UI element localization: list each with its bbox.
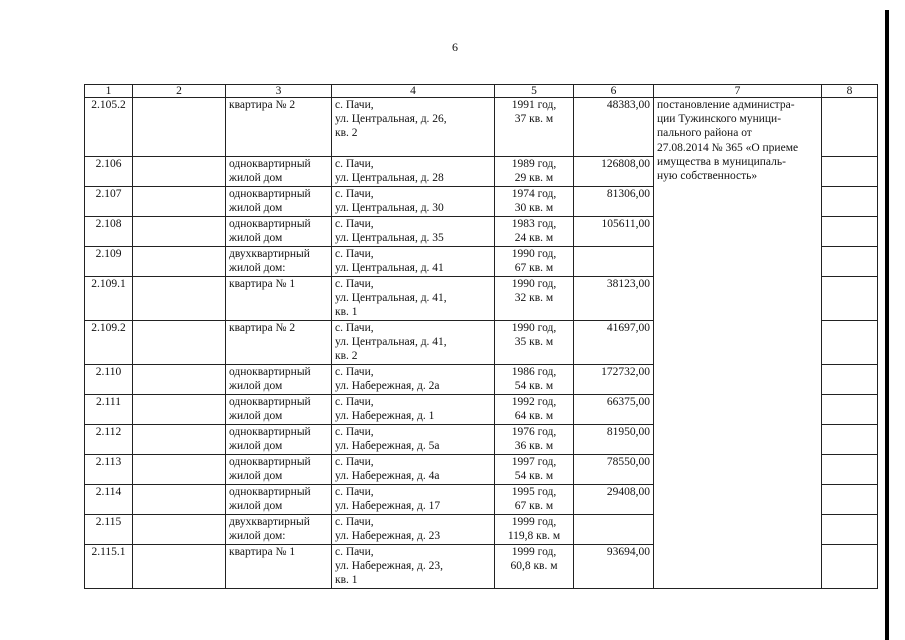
year-area (495, 98, 574, 157)
address-line: с. Пачи, (335, 366, 374, 378)
row-number: 2.115 (85, 515, 133, 545)
book-value: 78550,00 (574, 455, 654, 485)
address-line: с. Пачи, (335, 516, 374, 528)
object-type-line: одноквартирный (229, 396, 311, 408)
cell-col-2 (133, 425, 226, 455)
table-row (85, 98, 878, 157)
object-address (332, 395, 495, 425)
object-type-line: одноквартирный (229, 486, 311, 498)
object-type-line: жилой дом (229, 410, 283, 422)
object-type (226, 187, 332, 217)
cell-col-8 (822, 485, 878, 515)
book-value: 172732,00 (574, 365, 654, 395)
address-line: ул. Центральная, д. 41 (335, 262, 444, 274)
row-number: 2.111 (85, 395, 133, 425)
row-number: 2.115.1 (85, 545, 133, 589)
object-type-line: одноквартирный (229, 158, 311, 170)
cell-col-2 (133, 247, 226, 277)
header-col-5: 5 (495, 85, 574, 98)
year-area-line: 1995 год, (511, 486, 557, 498)
basis-line: имущества в муниципаль- (657, 155, 786, 168)
address-line: с. Пачи, (335, 426, 374, 438)
book-value: 38123,00 (574, 277, 654, 321)
row-number: 2.107 (85, 187, 133, 217)
object-address (332, 187, 495, 217)
book-value: 93694,00 (574, 545, 654, 589)
row-number: 2.109.1 (85, 277, 133, 321)
year-area (495, 545, 574, 589)
row-number: 2.113 (85, 455, 133, 485)
year-area-line: 1991 год, (511, 99, 557, 111)
cell-col-8 (822, 321, 878, 365)
address-line: с. Пачи, (335, 218, 374, 230)
book-value: 105611,00 (574, 217, 654, 247)
cell-col-2 (133, 485, 226, 515)
year-area-line: 67 кв. м (514, 262, 554, 274)
year-area (495, 247, 574, 277)
basis-line: ную собственность» (657, 170, 758, 183)
object-address (332, 485, 495, 515)
header-col-7: 7 (654, 85, 822, 98)
basis-document (654, 98, 822, 589)
cell-col-2 (133, 395, 226, 425)
row-number: 2.106 (85, 157, 133, 187)
year-area-line: 1999 год, (511, 546, 557, 558)
year-area-line: 1999 год, (511, 516, 557, 528)
cell-col-8 (822, 217, 878, 247)
header-col-8: 8 (822, 85, 878, 98)
year-area (495, 455, 574, 485)
cell-col-2 (133, 515, 226, 545)
object-type-line: одноквартирный (229, 218, 311, 230)
year-area (495, 365, 574, 395)
object-type-line: одноквартирный (229, 426, 311, 438)
cell-col-8 (822, 395, 878, 425)
object-type-line: жилой дом (229, 440, 283, 452)
year-area (495, 515, 574, 545)
cell-col-8 (822, 365, 878, 395)
year-area-line: 1997 год, (511, 456, 557, 468)
basis-line: пального района от (657, 127, 752, 140)
cell-col-8 (822, 455, 878, 485)
address-line: ул. Набережная, д. 23 (335, 530, 441, 542)
object-type-line: жилой дом: (229, 262, 286, 274)
header-col-1: 1 (85, 85, 133, 98)
object-address (332, 425, 495, 455)
year-area-line: 64 кв. м (514, 410, 554, 422)
object-address (332, 515, 495, 545)
year-area-line: 35 кв. м (514, 336, 554, 348)
book-value: 81950,00 (574, 425, 654, 455)
address-line: с. Пачи, (335, 248, 374, 260)
header-col-6: 6 (574, 85, 654, 98)
year-area-line: 119,8 кв. м (507, 530, 561, 542)
object-type-line: жилой дом: (229, 530, 286, 542)
year-area-line: 36 кв. м (514, 440, 554, 452)
object-type (226, 515, 332, 545)
address-line: с. Пачи, (335, 322, 374, 334)
book-value: 41697,00 (574, 321, 654, 365)
address-line: с. Пачи, (335, 546, 374, 558)
book-value: 29408,00 (574, 485, 654, 515)
object-type-line: одноквартирный (229, 366, 311, 378)
year-area-line: 24 кв. м (514, 232, 554, 244)
object-address (332, 455, 495, 485)
object-address (332, 247, 495, 277)
address-line: с. Пачи, (335, 278, 374, 290)
cell-col-8 (822, 98, 878, 157)
object-type (226, 395, 332, 425)
year-area (495, 187, 574, 217)
object-type-line: жилой дом (229, 202, 283, 214)
cell-col-8 (822, 187, 878, 217)
address-line: ул. Набережная, д. 17 (335, 500, 441, 512)
cell-col-2 (133, 455, 226, 485)
year-area-line: 1992 год, (511, 396, 557, 408)
object-address (332, 365, 495, 395)
object-address (332, 277, 495, 321)
object-type (226, 365, 332, 395)
object-type (226, 98, 332, 157)
object-type-line: квартира № 1 (229, 546, 296, 558)
address-line: кв. 1 (335, 574, 358, 586)
address-line: ул. Набережная, д. 23, (335, 560, 444, 572)
cell-col-8 (822, 545, 878, 589)
year-area-line: 1990 год, (511, 322, 557, 334)
object-address (332, 157, 495, 187)
row-number: 2.109.2 (85, 321, 133, 365)
cell-col-8 (822, 515, 878, 545)
object-type-line: жилой дом (229, 470, 283, 482)
year-area-line: 1990 год, (511, 248, 557, 260)
object-type (226, 455, 332, 485)
object-type (226, 425, 332, 455)
object-type (226, 157, 332, 187)
object-type (226, 247, 332, 277)
address-line: ул. Центральная, д. 41, (335, 336, 447, 348)
year-area (495, 395, 574, 425)
object-type-line: жилой дом (229, 172, 283, 184)
cell-col-2 (133, 187, 226, 217)
cell-col-2 (133, 545, 226, 589)
address-line: кв. 1 (335, 306, 358, 318)
object-type-line: квартира № 2 (229, 99, 296, 111)
object-type-line: двухквартирный (229, 516, 310, 528)
year-area (495, 277, 574, 321)
cell-col-2 (133, 365, 226, 395)
object-type-line: жилой дом (229, 380, 283, 392)
object-type-line: одноквартирный (229, 188, 311, 200)
book-value: 66375,00 (574, 395, 654, 425)
cell-col-2 (133, 277, 226, 321)
address-line: ул. Набережная, д. 2а (335, 380, 440, 392)
object-type-line: одноквартирный (229, 456, 311, 468)
year-area-line: 1974 год, (511, 188, 557, 200)
row-number: 2.112 (85, 425, 133, 455)
year-area-line: 67 кв. м (514, 500, 554, 512)
address-line: ул. Центральная, д. 26, (335, 113, 447, 125)
cell-col-8 (822, 247, 878, 277)
address-line: с. Пачи, (335, 188, 374, 200)
year-area-line: 29 кв. м (514, 172, 554, 184)
header-col-3: 3 (226, 85, 332, 98)
basis-line: ции Тужинского муници- (657, 113, 782, 126)
header-col-4: 4 (332, 85, 495, 98)
object-type (226, 545, 332, 589)
object-type-line: квартира № 1 (229, 278, 296, 290)
row-number: 2.114 (85, 485, 133, 515)
address-line: ул. Центральная, д. 30 (335, 202, 444, 214)
address-line: ул. Центральная, д. 35 (335, 232, 444, 244)
year-area-line: 1986 год, (511, 366, 557, 378)
header-col-2: 2 (133, 85, 226, 98)
cell-col-8 (822, 425, 878, 455)
year-area (495, 321, 574, 365)
book-value (574, 247, 654, 277)
year-area-line: 1990 год, (511, 278, 557, 290)
book-value: 81306,00 (574, 187, 654, 217)
cell-col-2 (133, 157, 226, 187)
object-type-line: жилой дом (229, 232, 283, 244)
cell-col-2 (133, 217, 226, 247)
basis-line: 27.08.2014 № 365 «О приеме (657, 141, 799, 154)
year-area-line: 1989 год, (511, 158, 557, 170)
year-area (495, 425, 574, 455)
year-area-line: 54 кв. м (514, 380, 554, 392)
year-area (495, 157, 574, 187)
address-line: ул. Набережная, д. 4а (335, 470, 440, 482)
object-type (226, 217, 332, 247)
row-number: 2.110 (85, 365, 133, 395)
object-type (226, 485, 332, 515)
page-number: 6 (452, 40, 458, 54)
address-line: с. Пачи, (335, 486, 374, 498)
address-line: ул. Набережная, д. 5а (335, 440, 440, 452)
year-area-line: 54 кв. м (514, 470, 554, 482)
property-register-table (84, 84, 878, 589)
year-area-line: 1983 год, (511, 218, 557, 230)
object-address (332, 217, 495, 247)
header-row (85, 85, 878, 98)
page-edge-bar (885, 10, 889, 640)
book-value (574, 515, 654, 545)
year-area-line: 37 кв. м (514, 113, 554, 125)
object-address (332, 98, 495, 157)
row-number: 2.105.2 (85, 98, 133, 157)
object-type (226, 277, 332, 321)
address-line: ул. Набережная, д. 1 (335, 410, 435, 422)
year-area (495, 217, 574, 247)
year-area-line: 32 кв. м (514, 292, 554, 304)
year-area (495, 485, 574, 515)
row-number: 2.109 (85, 247, 133, 277)
address-line: кв. 2 (335, 350, 358, 362)
cell-col-2 (133, 98, 226, 157)
object-type (226, 321, 332, 365)
cell-col-8 (822, 157, 878, 187)
year-area-line: 60,8 кв. м (510, 560, 558, 572)
row-number: 2.108 (85, 217, 133, 247)
year-area-line: 1976 год, (511, 426, 557, 438)
cell-col-8 (822, 277, 878, 321)
year-area-line: 30 кв. м (514, 202, 554, 214)
book-value: 48383,00 (574, 98, 654, 157)
address-line: ул. Центральная, д. 41, (335, 292, 447, 304)
cell-col-2 (133, 321, 226, 365)
book-value: 126808,00 (574, 157, 654, 187)
basis-line: постановление администра- (657, 99, 795, 111)
object-type-line: квартира № 2 (229, 322, 296, 334)
address-line: ул. Центральная, д. 28 (335, 172, 444, 184)
address-line: с. Пачи, (335, 396, 374, 408)
object-address (332, 321, 495, 365)
object-type-line: жилой дом (229, 500, 283, 512)
object-address (332, 545, 495, 589)
address-line: кв. 2 (335, 127, 358, 139)
address-line: с. Пачи, (335, 99, 374, 111)
address-line: с. Пачи, (335, 456, 374, 468)
object-type-line: двухквартирный (229, 248, 310, 260)
address-line: с. Пачи, (335, 158, 374, 170)
